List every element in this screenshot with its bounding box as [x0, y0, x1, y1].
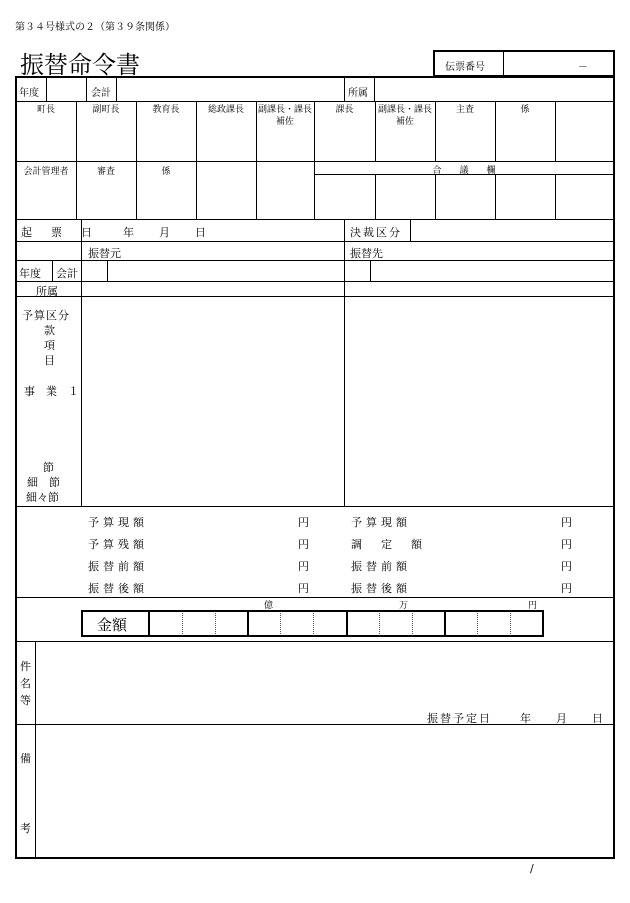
draft-month: 月 — [159, 226, 170, 239]
form-frame — [15, 76, 615, 859]
man-unit: 万 — [399, 601, 409, 611]
left-amount-label-4: 振替後額 — [88, 582, 148, 595]
subject-label: 件名等 — [20, 660, 31, 707]
left-amount-label-1: 予算現額 — [88, 516, 148, 529]
remarks-label-1: 備 — [20, 752, 31, 765]
right-amount-unit-4: 円 — [561, 582, 572, 595]
right-amount-unit-1: 円 — [561, 516, 572, 529]
moku-label: 目 — [44, 354, 55, 367]
right-amount-unit-2: 円 — [561, 538, 572, 551]
approver-bottom-3: 係 — [161, 167, 171, 177]
right-amount-unit-3: 円 — [561, 560, 572, 573]
slip-number-value[interactable]: － — [578, 62, 588, 73]
approver-top-2: 副町長 — [92, 105, 120, 115]
decision-label: 決裁区分 — [350, 226, 402, 239]
left-amount-label-3: 振替前額 — [88, 560, 148, 573]
draft-date-label: 起 票 日 — [21, 226, 96, 239]
department-label: 所属 — [348, 88, 368, 99]
slip-number-label: 伝票番号 — [445, 62, 485, 73]
approver-top-3: 教育長 — [152, 105, 180, 115]
left-amount-unit-1: 円 — [298, 516, 309, 529]
transfer-to-label: 振替先 — [350, 247, 383, 260]
amount-label: 金額 — [97, 616, 128, 634]
right-amount-label-3: 振替前額 — [351, 560, 411, 573]
approver-top-4: 総政課長 — [207, 105, 244, 115]
sai-setsu-label: 細 節 — [27, 476, 60, 489]
project-label: 事 業 １ — [24, 385, 79, 398]
right-amount-label-1: 予算現額 — [351, 516, 411, 529]
approver-top-6: 課長 — [335, 105, 354, 115]
approver-top-1: 町長 — [36, 105, 55, 115]
approver-bottom-2: 審査 — [96, 167, 115, 177]
left-amount-label-2: 予算残額 — [88, 538, 148, 551]
approver-top-9: 係 — [520, 105, 530, 115]
page-mark: / — [530, 862, 534, 875]
year-label-2: 年度 — [19, 267, 41, 280]
left-amount-unit-2: 円 — [298, 538, 309, 551]
approver-bottom-1: 会計管理者 — [23, 167, 69, 177]
right-amount-label-2: 調 定 額 — [351, 538, 426, 551]
account-label-2: 会計 — [56, 267, 78, 280]
consultation-header: 合 議 欄 — [432, 166, 496, 176]
left-amount-unit-4: 円 — [298, 582, 309, 595]
kan-label: 款 — [44, 324, 55, 337]
yen-unit: 円 — [528, 601, 538, 611]
approver-top-7: 副課長・課長補佐 — [377, 105, 432, 127]
schedule-label: 振替予定日 — [427, 712, 492, 725]
page-title: 振替命令書 — [20, 51, 140, 79]
approver-top-5: 副課長・課長補佐 — [257, 105, 312, 127]
schedule-month: 月 — [556, 712, 567, 725]
setsu-label: 節 — [43, 461, 54, 474]
form-number: 第３４号様式の２（第３９条関係） — [15, 22, 175, 33]
fiscal-year-label: 年度 — [19, 88, 39, 99]
affiliation-label: 所属 — [36, 285, 58, 298]
schedule-day: 日 — [592, 712, 603, 725]
draft-year: 年 — [123, 226, 134, 239]
left-amount-unit-3: 円 — [298, 560, 309, 573]
transfer-from-label: 振替元 — [88, 247, 121, 260]
approver-top-8: 主査 — [455, 105, 474, 115]
account-label: 会計 — [91, 88, 111, 99]
kou-label: 項 — [44, 339, 55, 352]
schedule-year: 年 — [520, 712, 531, 725]
draft-day: 日 — [195, 226, 206, 239]
saisai-setsu-label: 細々節 — [26, 491, 59, 504]
remarks-label-2: 考 — [20, 822, 31, 835]
budget-category-label: 予算区分 — [22, 309, 70, 322]
right-amount-label-4: 振替後額 — [351, 582, 411, 595]
oku-unit: 億 — [264, 601, 274, 611]
